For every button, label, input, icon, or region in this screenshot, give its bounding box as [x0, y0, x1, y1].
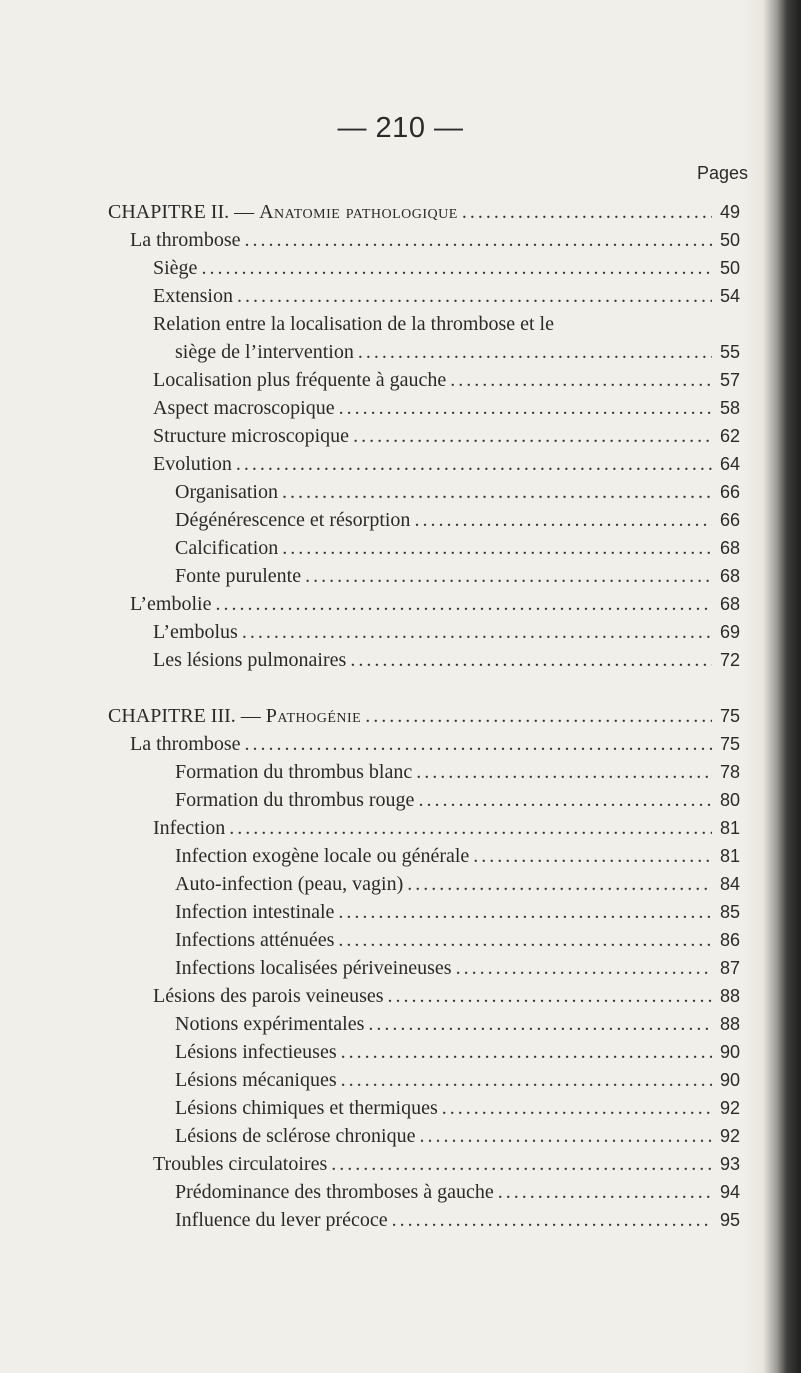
- toc-entry-title: Aspect macroscopique: [153, 397, 335, 419]
- leader-dots: [462, 198, 712, 226]
- pages-column-label: Pages: [696, 163, 748, 183]
- toc-entry-page: 85: [719, 902, 740, 922]
- toc-entry-title: Infections localisées périveineuses: [175, 957, 452, 979]
- toc-entry-title: Dégénérescence et résorption: [175, 509, 411, 531]
- toc-entry[interactable]: [153, 450, 740, 478]
- toc-entry-title: Extension: [153, 285, 233, 307]
- toc-entry-title: Infection intestinale: [175, 901, 335, 923]
- leader-dots: [358, 338, 712, 366]
- chapter-3-prefix: CHAPITRE III. —: [108, 705, 266, 727]
- toc-entry-page: 66: [719, 510, 740, 530]
- toc-entry-page: 92: [719, 1098, 740, 1118]
- chapter-2-page: 49: [719, 202, 740, 222]
- leader-dots: [414, 506, 712, 534]
- leader-dots: [338, 926, 712, 954]
- toc-entry-title: Les lésions pulmonaires: [153, 649, 347, 671]
- leader-dots: [350, 646, 712, 674]
- toc-entry[interactable]: [153, 366, 740, 394]
- toc-entry-title: Organisation: [175, 481, 278, 503]
- book-page-edge: [743, 0, 801, 1373]
- toc-entry-title: Lésions infectieuses: [175, 1041, 337, 1063]
- toc-entry-page: 81: [719, 846, 740, 866]
- toc-entry[interactable]: [130, 730, 740, 758]
- toc-entry[interactable]: [153, 646, 740, 674]
- toc-entry-page: 94: [719, 1182, 740, 1202]
- leader-dots: [365, 702, 712, 730]
- chapter-3-heading[interactable]: [108, 702, 740, 730]
- toc-entry[interactable]: [175, 1094, 740, 1122]
- toc-entry[interactable]: [175, 1038, 740, 1066]
- leader-dots: [341, 1066, 712, 1094]
- toc-entry-title: Fonte purulente: [175, 565, 302, 587]
- leader-dots: [236, 450, 712, 478]
- toc-entry-page: 64: [719, 454, 740, 474]
- leader-dots: [245, 730, 712, 758]
- leader-dots: [442, 1094, 712, 1122]
- toc-entry-title: Formation du thrombus rouge: [175, 789, 415, 811]
- toc-entry-page: 87: [719, 958, 740, 978]
- toc-entry-title: Formation du thrombus blanc: [175, 761, 413, 783]
- toc-entry[interactable]: [175, 842, 740, 870]
- toc-entry-page: 62: [719, 426, 740, 446]
- toc-entry[interactable]: [130, 590, 740, 618]
- leader-dots: [419, 1122, 712, 1150]
- toc-entry-title: Infection exogène locale ou générale: [175, 845, 470, 867]
- toc-entry[interactable]: [175, 898, 740, 926]
- toc-entry-title: Lésions mécaniques: [175, 1069, 337, 1091]
- toc-entry[interactable]: [153, 422, 740, 450]
- leader-dots: [456, 954, 712, 982]
- toc-entry-title: Infections atténuées: [175, 929, 335, 951]
- toc-entry[interactable]: [175, 534, 740, 562]
- toc-entry-title: Auto-infection (peau, vagin): [175, 873, 404, 895]
- leader-dots: [392, 1206, 712, 1234]
- page-number: — 210 —: [337, 112, 464, 144]
- toc-entry-title: Localisation plus fréquente à gauche: [153, 369, 447, 391]
- leader-dots: [450, 366, 712, 394]
- toc-entry-title: Siège: [153, 257, 198, 279]
- toc-entry-page: 80: [719, 790, 740, 810]
- toc-entry[interactable]: [153, 1150, 740, 1178]
- leader-dots: [282, 478, 712, 506]
- toc-entry[interactable]: [175, 926, 740, 954]
- toc-entry-title: La thrombose: [130, 229, 241, 251]
- toc-entry-title: Evolution: [153, 453, 232, 475]
- toc-entry[interactable]: [175, 1122, 740, 1150]
- toc-entry[interactable]: [153, 982, 740, 1010]
- leader-dots: [338, 898, 712, 926]
- toc-entry-page: 66: [719, 482, 740, 502]
- chapter-3-name: Pathogénie: [265, 705, 362, 727]
- toc-entry-page: 50: [719, 230, 740, 250]
- toc-entry-title: siège de l’intervention: [175, 341, 354, 363]
- toc-entry-page: 90: [719, 1042, 740, 1062]
- toc-entry[interactable]: [175, 758, 740, 786]
- toc-entry-title: L’embolie: [130, 593, 212, 615]
- leader-dots: [215, 590, 712, 618]
- leader-dots: [331, 1150, 712, 1178]
- toc-entry-page: 68: [719, 566, 740, 586]
- toc-entry-page: 88: [719, 1014, 740, 1034]
- toc-entry[interactable]: [153, 618, 740, 646]
- leader-dots: [407, 870, 712, 898]
- toc-entry-page: 93: [719, 1154, 740, 1174]
- toc-entry-title: Troubles circulatoires: [153, 1153, 328, 1175]
- toc-entry-page: 58: [719, 398, 740, 418]
- chapter-2-prefix: CHAPITRE II. —: [108, 201, 260, 223]
- toc-entry[interactable]: [153, 282, 740, 310]
- toc-entry-title-line1: Relation entre la localisation de la thrombose et le: [153, 313, 554, 335]
- toc-entry[interactable]: [175, 562, 740, 590]
- toc-entry[interactable]: [175, 1066, 740, 1094]
- toc-entry-title: Lésions chimiques et thermiques: [175, 1097, 438, 1119]
- toc-entry-title: La thrombose: [130, 733, 241, 755]
- toc-entry-page: 68: [719, 538, 740, 558]
- toc-entry-title: Notions expérimentales: [175, 1013, 365, 1035]
- toc-entry-title: Calcification: [175, 537, 279, 559]
- toc-entry[interactable]: [175, 338, 740, 366]
- leader-dots: [242, 618, 712, 646]
- toc-entry[interactable]: [175, 1178, 740, 1206]
- leader-dots: [368, 1010, 712, 1038]
- toc-entry-title: Influence du lever précoce: [175, 1209, 388, 1231]
- leader-dots: [473, 842, 712, 870]
- toc-entry-title: Prédominance des thromboses à gauche: [175, 1181, 494, 1203]
- toc-entry[interactable]: [175, 1010, 740, 1038]
- leader-dots: [498, 1178, 712, 1206]
- toc-entry-title: Lésions de sclérose chronique: [175, 1125, 416, 1147]
- leader-dots: [305, 562, 712, 590]
- toc-entry[interactable]: [175, 786, 740, 814]
- toc-entry-page: 81: [719, 818, 740, 838]
- toc-entry[interactable]: [153, 254, 740, 282]
- leader-dots: [353, 422, 712, 450]
- leader-dots: [418, 786, 712, 814]
- toc-entry-title: Structure microscopique: [153, 425, 350, 447]
- toc-entry[interactable]: [130, 226, 740, 254]
- leader-dots: [237, 282, 712, 310]
- toc-entry-title: Infection: [153, 817, 226, 839]
- leader-dots: [245, 226, 712, 254]
- leader-dots: [339, 394, 712, 422]
- leader-dots: [388, 982, 712, 1010]
- chapter-2-name: Anatomie pathologique: [259, 201, 458, 223]
- toc-entry-page: 68: [719, 594, 740, 614]
- leader-dots: [416, 758, 712, 786]
- toc-entry-page: 88: [719, 986, 740, 1006]
- toc-entry-page: 50: [719, 258, 740, 278]
- toc-entry[interactable]: [175, 1206, 740, 1234]
- toc-entry-title: Lésions des parois veineuses: [153, 985, 384, 1007]
- toc-entry-page: 69: [719, 622, 740, 642]
- toc-entry[interactable]: [175, 870, 740, 898]
- toc-entry-page: 95: [719, 1210, 740, 1230]
- leader-dots: [341, 1038, 712, 1066]
- toc-entry[interactable]: [153, 814, 740, 842]
- toc-entry-title: L’embolus: [153, 621, 238, 643]
- toc-entry-page: 90: [719, 1070, 740, 1090]
- leader-dots: [201, 254, 712, 282]
- toc-entry[interactable]: [175, 506, 740, 534]
- toc-entry[interactable]: [175, 954, 740, 982]
- toc-entry-page: 54: [719, 286, 740, 306]
- toc-entry-page: 78: [719, 762, 740, 782]
- toc-entry-page: 84: [719, 874, 740, 894]
- toc-entry[interactable]: [153, 394, 740, 422]
- toc-entry-page: 75: [719, 734, 740, 754]
- leader-dots: [282, 534, 712, 562]
- toc-entry-page: 86: [719, 930, 740, 950]
- chapter-2-heading[interactable]: [108, 198, 740, 226]
- toc-entry-page: 72: [719, 650, 740, 670]
- toc-entry-page: 92: [719, 1126, 740, 1146]
- chapter-3-page: 75: [719, 706, 740, 726]
- toc-entry-page: 57: [719, 370, 740, 390]
- leader-dots: [229, 814, 712, 842]
- toc-entry[interactable]: [175, 478, 740, 506]
- toc-entry-page: 55: [719, 342, 740, 362]
